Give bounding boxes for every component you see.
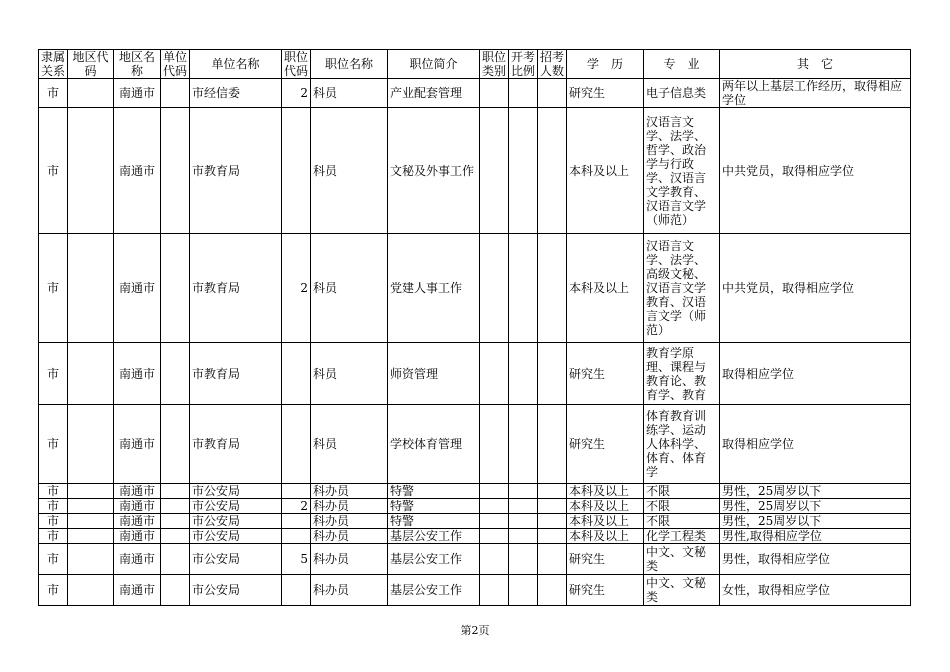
major-text: 不限 — [646, 484, 671, 498]
cell-pos: 科员 — [311, 79, 388, 108]
cell-unit: 市公安局 — [190, 514, 282, 529]
cell-region: 南通市 — [114, 529, 161, 544]
header-cell: 职位名称 — [311, 50, 388, 79]
major-text: 中文、文秘类 — [646, 545, 707, 573]
cell-major — [644, 514, 720, 529]
cell-region-code — [68, 499, 114, 514]
major-text: 中文、文秘类 — [646, 576, 707, 604]
cell-count — [538, 343, 567, 405]
cell-count — [538, 575, 567, 606]
cell-major — [644, 343, 720, 405]
cell-edu: 研究生 — [567, 405, 644, 484]
cell-count — [538, 108, 567, 234]
cell-cat — [480, 499, 509, 514]
cell-cat — [480, 484, 509, 499]
cell-intro: 特警 — [388, 499, 480, 514]
cell-intro: 产业配套管理 — [388, 79, 480, 108]
cell-unit-code — [161, 575, 190, 606]
cell-unit-code — [161, 343, 190, 405]
header-cell: 招考人数 — [538, 50, 567, 79]
cell-other: 男性，取得相应学位 — [720, 544, 911, 575]
cell-unit: 市教育局 — [190, 343, 282, 405]
cell-edu: 本科及以上 — [567, 529, 644, 544]
cell-unit: 市教育局 — [190, 405, 282, 484]
cell-region-code — [68, 544, 114, 575]
cell-intro: 文秘及外事工作 — [388, 108, 480, 234]
cell-region-code — [68, 575, 114, 606]
cell-unit-code — [161, 499, 190, 514]
cell-pos-code — [282, 108, 311, 234]
cell-rel: 市 — [39, 575, 68, 606]
cell-region-code — [68, 234, 114, 343]
cell-other: 男性，25周岁以下 — [720, 514, 911, 529]
cell-edu: 研究生 — [567, 343, 644, 405]
cell-region-code — [68, 343, 114, 405]
cell-count — [538, 544, 567, 575]
table-row — [39, 484, 911, 499]
header-cell: 地区代码 — [68, 50, 114, 79]
cell-major — [644, 529, 720, 544]
cell-unit-code — [161, 405, 190, 484]
cell-region: 南通市 — [114, 544, 161, 575]
cell-region: 南通市 — [114, 499, 161, 514]
major-text: 体育教育训练学、运动人体科学、体育、体育学 — [646, 409, 707, 479]
cell-edu: 本科及以上 — [567, 108, 644, 234]
table-row — [39, 79, 911, 108]
cell-ratio — [509, 343, 538, 405]
cell-rel: 市 — [39, 514, 68, 529]
cell-pos: 科员 — [311, 343, 388, 405]
cell-unit: 市教育局 — [190, 108, 282, 234]
cell-ratio — [509, 108, 538, 234]
major-text: 不限 — [646, 514, 671, 528]
cell-intro: 特警 — [388, 514, 480, 529]
cell-intro: 党建人事工作 — [388, 234, 480, 343]
cell-edu: 本科及以上 — [567, 484, 644, 499]
major-text: 汉语言文学、法学、高级文秘、汉语言文学教育、汉语言文学（师范） — [646, 239, 707, 337]
cell-cat — [480, 343, 509, 405]
table-row — [39, 575, 911, 606]
table-row — [39, 514, 911, 529]
cell-cat — [480, 405, 509, 484]
cell-unit-code — [161, 108, 190, 234]
header-cell: 职位简介 — [388, 50, 480, 79]
cell-ratio — [509, 544, 538, 575]
cell-cat — [480, 234, 509, 343]
cell-unit: 市公安局 — [190, 544, 282, 575]
major-text: 不限 — [646, 499, 671, 513]
cell-unit: 市公安局 — [190, 484, 282, 499]
cell-unit-code — [161, 79, 190, 108]
cell-other: 男性,取得相应学位 — [720, 529, 911, 544]
header-cell: 开考比例 — [509, 50, 538, 79]
cell-other: 中共党员，取得相应学位 — [720, 234, 911, 343]
cell-intro: 特警 — [388, 484, 480, 499]
cell-unit-code — [161, 529, 190, 544]
cell-unit: 市教育局 — [190, 234, 282, 343]
cell-pos-code: 2 — [282, 234, 311, 343]
cell-edu: 研究生 — [567, 575, 644, 606]
cell-intro: 学校体育管理 — [388, 405, 480, 484]
table-row — [39, 234, 911, 343]
cell-pos: 科办员 — [311, 499, 388, 514]
cell-pos-code — [282, 343, 311, 405]
cell-unit: 市公安局 — [190, 529, 282, 544]
page-number: 第2页 — [460, 624, 490, 637]
cell-pos: 科员 — [311, 405, 388, 484]
cell-major — [644, 405, 720, 484]
cell-rel: 市 — [39, 405, 68, 484]
header-cell: 职位代码 — [282, 50, 311, 79]
cell-region-code — [68, 484, 114, 499]
cell-major — [644, 484, 720, 499]
cell-other: 中共党员，取得相应学位 — [720, 108, 911, 234]
cell-other: 男性，25周岁以下 — [720, 499, 911, 514]
major-text: 教育学原理、课程与教育论、教育学、教育 — [646, 345, 707, 402]
cell-count — [538, 79, 567, 108]
cell-unit-code — [161, 484, 190, 499]
cell-intro: 基层公安工作 — [388, 529, 480, 544]
cell-cat — [480, 79, 509, 108]
table-row — [39, 544, 911, 575]
job-table — [38, 49, 911, 606]
cell-rel: 市 — [39, 529, 68, 544]
header-cell: 地区名称 — [114, 50, 161, 79]
cell-pos: 科员 — [311, 108, 388, 234]
cell-cat — [480, 108, 509, 234]
cell-unit: 市经信委 — [190, 79, 282, 108]
cell-region: 南通市 — [114, 405, 161, 484]
cell-region-code — [68, 405, 114, 484]
cell-count — [538, 499, 567, 514]
cell-pos-code — [282, 514, 311, 529]
cell-edu: 本科及以上 — [567, 234, 644, 343]
cell-pos-code: 2 — [282, 79, 311, 108]
cell-edu: 研究生 — [567, 544, 644, 575]
cell-pos: 科员 — [311, 234, 388, 343]
table-row — [39, 529, 911, 544]
cell-region: 南通市 — [114, 108, 161, 234]
cell-edu: 本科及以上 — [567, 514, 644, 529]
cell-unit-code — [161, 234, 190, 343]
cell-ratio — [509, 234, 538, 343]
cell-pos: 科办员 — [311, 514, 388, 529]
cell-pos: 科办员 — [311, 529, 388, 544]
cell-region-code — [68, 108, 114, 234]
table-row — [39, 405, 911, 484]
major-text: 化学工程类 — [646, 529, 707, 543]
cell-cat — [480, 575, 509, 606]
cell-major — [644, 575, 720, 606]
cell-intro: 基层公安工作 — [388, 544, 480, 575]
cell-intro: 师资管理 — [388, 343, 480, 405]
cell-ratio — [509, 514, 538, 529]
cell-unit: 市公安局 — [190, 575, 282, 606]
cell-ratio — [509, 499, 538, 514]
table-row — [39, 108, 911, 234]
cell-region-code — [68, 79, 114, 108]
header-cell: 隶属关系 — [39, 50, 68, 79]
cell-count — [538, 514, 567, 529]
cell-pos: 科办员 — [311, 575, 388, 606]
cell-pos: 科办员 — [311, 484, 388, 499]
cell-other: 两年以上基层工作经历，取得相应学位 — [720, 79, 911, 108]
cell-other: 取得相应学位 — [720, 405, 911, 484]
cell-ratio — [509, 484, 538, 499]
cell-count — [538, 405, 567, 484]
cell-pos-code — [282, 484, 311, 499]
cell-ratio — [509, 405, 538, 484]
header-cell: 单位代码 — [161, 50, 190, 79]
major-text: 汉语言文学、法学、哲学、政治学与行政学、汉语言文学教育、汉语言文学（师范） — [646, 114, 707, 227]
cell-ratio — [509, 575, 538, 606]
cell-count — [538, 234, 567, 343]
cell-pos: 科办员 — [311, 544, 388, 575]
header-cell: 职位类别 — [480, 50, 509, 79]
cell-major — [644, 544, 720, 575]
cell-rel: 市 — [39, 484, 68, 499]
cell-major — [644, 79, 720, 108]
cell-region: 南通市 — [114, 343, 161, 405]
cell-region: 南通市 — [114, 514, 161, 529]
cell-pos-code: 5 — [282, 544, 311, 575]
cell-unit: 市公安局 — [190, 499, 282, 514]
header-row — [39, 50, 911, 79]
cell-count — [538, 484, 567, 499]
cell-major — [644, 108, 720, 234]
header-cell: 学 历 — [567, 50, 644, 79]
major-text: 电子信息类 — [646, 86, 707, 100]
cell-intro: 基层公安工作 — [388, 575, 480, 606]
cell-edu: 研究生 — [567, 79, 644, 108]
cell-major — [644, 234, 720, 343]
cell-region-code — [68, 529, 114, 544]
header-cell: 其 它 — [720, 50, 911, 79]
cell-ratio — [509, 529, 538, 544]
cell-region: 南通市 — [114, 234, 161, 343]
table-row — [39, 343, 911, 405]
cell-pos-code — [282, 575, 311, 606]
cell-rel: 市 — [39, 108, 68, 234]
cell-rel: 市 — [39, 79, 68, 108]
cell-other: 取得相应学位 — [720, 343, 911, 405]
table-row — [39, 499, 911, 514]
cell-other: 女性，取得相应学位 — [720, 575, 911, 606]
cell-count — [538, 529, 567, 544]
cell-major — [644, 499, 720, 514]
cell-rel: 市 — [39, 343, 68, 405]
cell-pos-code: 2 — [282, 499, 311, 514]
cell-pos-code — [282, 529, 311, 544]
cell-edu: 本科及以上 — [567, 499, 644, 514]
cell-region: 南通市 — [114, 484, 161, 499]
cell-region: 南通市 — [114, 575, 161, 606]
cell-cat — [480, 529, 509, 544]
cell-pos-code — [282, 405, 311, 484]
cell-cat — [480, 514, 509, 529]
header-cell: 单位名称 — [190, 50, 282, 79]
cell-other: 男性，25周岁以下 — [720, 484, 911, 499]
cell-rel: 市 — [39, 544, 68, 575]
cell-unit-code — [161, 514, 190, 529]
cell-ratio — [509, 79, 538, 108]
cell-region-code — [68, 514, 114, 529]
cell-region: 南通市 — [114, 79, 161, 108]
cell-rel: 市 — [39, 499, 68, 514]
cell-cat — [480, 544, 509, 575]
cell-rel: 市 — [39, 234, 68, 343]
cell-unit-code — [161, 544, 190, 575]
header-cell: 专 业 — [644, 50, 720, 79]
